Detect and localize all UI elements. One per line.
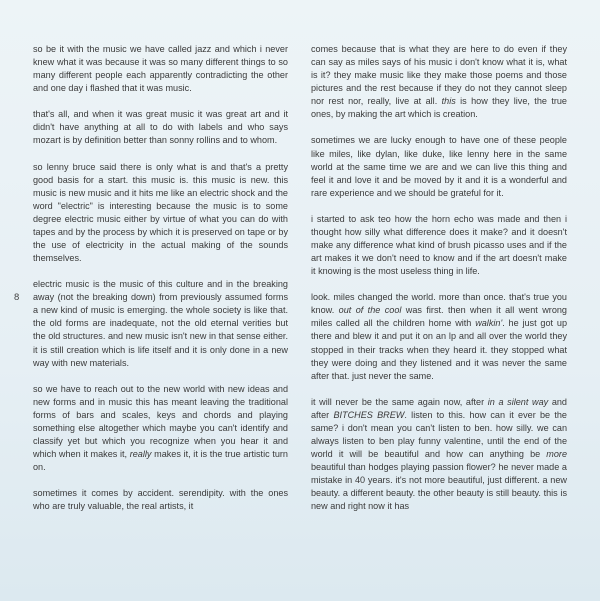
paragraph: so we have to reach out to the new world with new ideas and new forms and in music this has meant leaving the traditional forms of bars and scales, keys and chords and playing something else altogether which maybe you can't identify and classify yet but which you recognize when you hear it and which when it makes it, really makes it, it is the true artistic turn on. <box>33 383 288 473</box>
italic-title: out of the cool <box>338 305 402 316</box>
paragraph: i started to ask teo how the horn echo was made and then i thought how silly what difference does it make? and it doesn't make any difference what kind of brush picasso uses and if the art makes it we don't need to know and if the art doesn't make it knowing is the most useless thing in life. <box>311 213 567 277</box>
paragraph: electric music is the music of this culture and in the breaking away (not the breaking down) from previously assumed forms a new kind of music is emerging. the whole society is like that. the old forms are inadequate, not the old eternal verities but the old structures. and new music isn't new in that sense either. it is still creation which is life itself and it is only done in a new way with new materials. <box>33 279 288 368</box>
left-column <box>33 43 288 513</box>
paragraph: it will never be the same again now, after in a silent way and after BITCHES BREW. listen to this. how can it ever be the same? i don't mean you can't listen to ben. how silly. we can always listen to ben play funny valentine, until the end of the world it will be beautiful and how can anything be more beautiful than hodges playing passion flower? he never made a mistake in 40 years. it's not more beautiful, just different. a new beauty. a different beauty. the other beauty is still beauty. this is new and right now it has <box>311 396 567 512</box>
paragraph: sometimes it comes by accident. serendipity. with the ones who are truly valuable, the real artists, it <box>33 488 288 512</box>
paragraph: that's all, and when it was great music it was great art and it didn't have anything at all to do with labels and who says mozart is by definition better than sonny rollins and to whom. <box>33 109 288 146</box>
italic-title: this <box>441 96 456 107</box>
paragraph: look. miles changed the world. more than once. that's true you know. out of the cool was first. then when it all went wrong miles called all the children home with walkin'. he just got up there and blew it and put it on an lp and all over the world they stopped in their tracks when they heard it. they stopped what they were doing and they listened and it was never the same after that. just never the same. <box>311 292 568 381</box>
italic-title: walkin' <box>475 318 503 329</box>
paragraph: sometimes we are lucky enough to have one of these people like miles, like dylan, like duke, like lenny here in the same world at the same time we are and we can live this thing and feel it and love it and be moved by it and it is a wonderful and rare experience and we should be grateful for it. <box>311 135 567 198</box>
page-number: 8 <box>14 292 20 303</box>
right-column <box>311 43 567 513</box>
paragraph: comes because that is what they are here to do even if they can say as miles says of his music i don't know what it is, what is it? they make music like they make those poems and those pictures and the rest because if they do not they cannot sleep nor rest nor, really, live at all. this is how they live, the true ones, by making the art which is creation. <box>311 44 567 120</box>
italic-title: more <box>546 449 567 460</box>
italic-title: in a silent way <box>487 396 549 407</box>
paragraph: so lenny bruce said there is only what is and that's a pretty good basis for a start. this music is. this music is new. this music is new music and it hits me like an electric shock and the word "electric" is interesting because the music is to some degree electric music either by virtue of what you can do with tapes and by the process by which it is preserved on tape or by the use of electricity in the actual making of the sounds themselves. <box>33 161 288 264</box>
italic-title: really <box>129 449 152 460</box>
italic-title: BITCHES BREW <box>333 409 405 420</box>
paragraph: so be it with the music we have called jazz and which i never knew what it was because it was so many different things to so many different people each apparently contradicting the other and one day i flashed that it was music. <box>33 44 288 94</box>
